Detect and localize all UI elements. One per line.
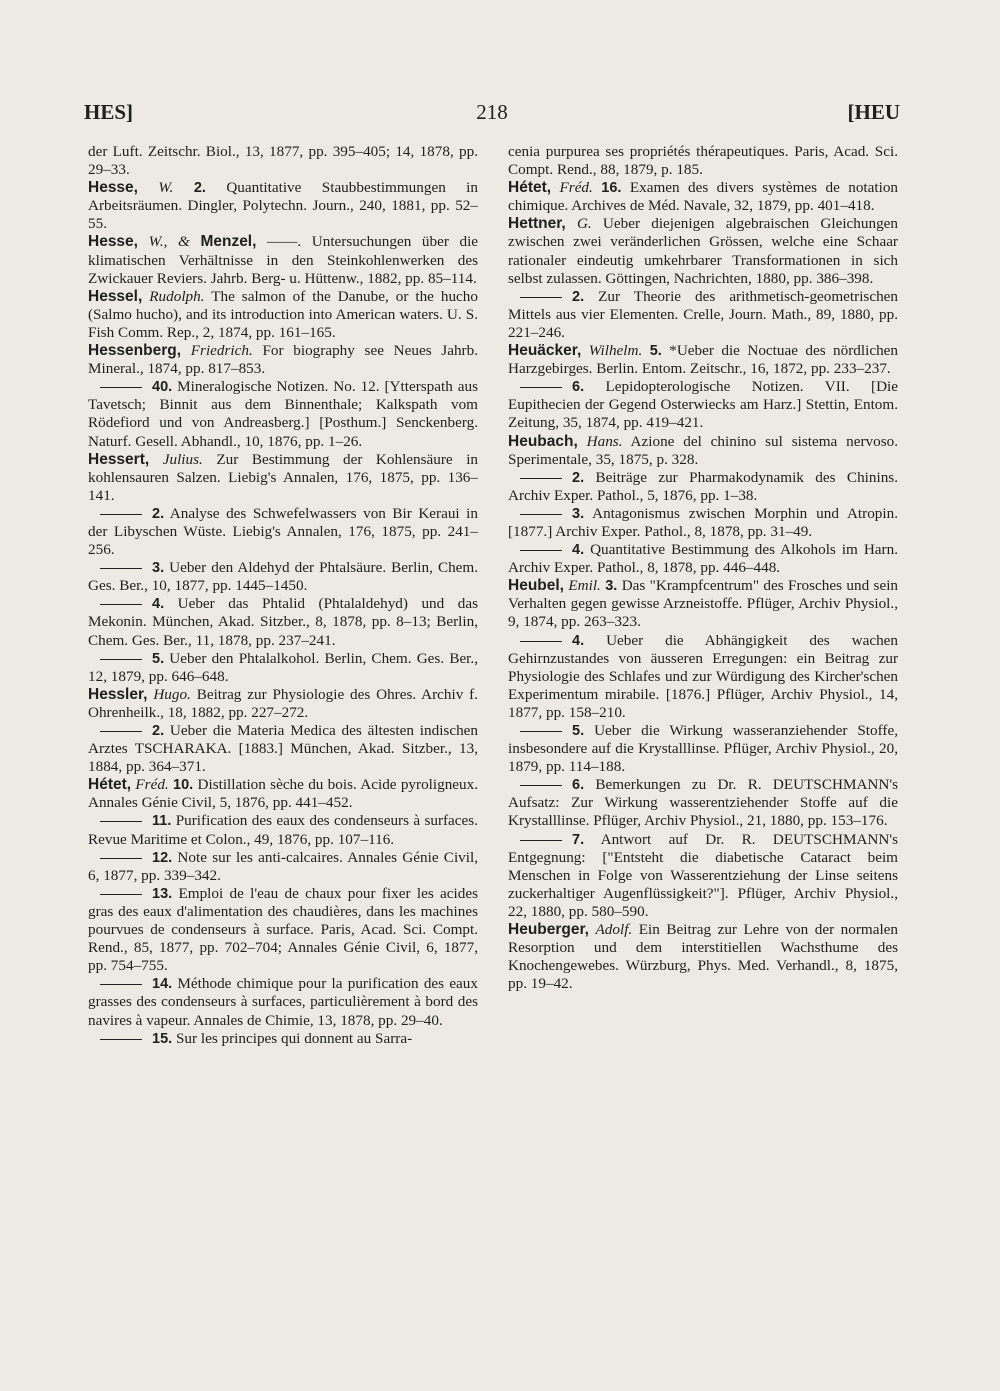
author-forename: Fréd. xyxy=(559,179,593,197)
entry-number: 5. xyxy=(572,723,585,739)
bibliography-entry xyxy=(508,722,898,776)
entry-text: Examen des divers systèmes de notation chimique. Archives de Méd. Navale, 32, 1879, pp. 401–418. xyxy=(508,179,899,215)
bibliography-entry xyxy=(88,143,478,179)
bibliography-entry xyxy=(88,650,478,686)
entry-text: Das "Krampfcentrum" des Frosches und sein Verhalten gegen gewisse Arzneistoffe. Pflüger, Archiv Physiol., 9, 1874, pp. 263–323. xyxy=(508,577,899,631)
entry-number: 40. xyxy=(152,379,173,396)
entry-text: ——. Untersuchungen über die klimatischen Verhältnisse in den Steinkohlenwerken des Zwickauer Reviers. Jahrb. Berg- u. Hüttenw., 1882, pp. 85–114. xyxy=(88,233,479,287)
entry-text: Antagonismus zwischen Morphin und Atropin. [1877.] Archiv Exper. Pathol., 8, 1878, pp. 31–49. xyxy=(508,504,898,540)
bibliography-entry xyxy=(508,505,898,541)
author-forename: W., & xyxy=(148,233,190,251)
entry-text: Sur les principes qui donnent au Sarra- xyxy=(175,1029,413,1047)
entry-text: Distillation sèche du bois. Acide pyroligneux. Annales Génie Civil, 5, 1876, pp. 441–452. xyxy=(88,776,479,812)
repeat-author-dash xyxy=(100,1039,142,1040)
repeat-author-dash xyxy=(520,641,562,642)
bibliography-entry xyxy=(88,975,478,1029)
entry-number: 6. xyxy=(572,379,585,396)
author-surname: Heubel, xyxy=(508,577,564,595)
bibliography-entry xyxy=(508,342,898,378)
entry-text: *Ueber die Noctuae des nördlichen Harzgebirges. Berlin. Entom. Zeitschr., 16, 1872, pp. 233–237. xyxy=(508,342,899,378)
entry-text: Méthode chimique pour la purification des eaux grasses des condenseurs à surfaces, particulièrement à bord des navires à vapeur. Annales de Chimie, 13, 1878, pp. 29–40. xyxy=(88,975,478,1029)
bibliography-entry xyxy=(88,288,478,342)
bibliography-entry xyxy=(88,885,478,975)
entry-text: Antwort auf Dr. R. DEUTSCHMANN's Entgegnung: ["Entsteht die diabetische Cataract beim Menschen in Folge von Wasserentziehung der Linse seitens zuckerhaltiger Augenflüssigkeit?"]. Pflüger, Archiv Physiol., 22, 1880, pp. 580–590. xyxy=(508,830,898,920)
bibliography-entry xyxy=(508,433,898,469)
repeat-author-dash xyxy=(520,478,562,479)
bibliography-entry xyxy=(508,577,898,631)
author-forename: W. xyxy=(158,179,174,197)
bibliography-entry xyxy=(508,288,898,342)
entry-text: der Luft. Zeitschr. Biol., 13, 1877, pp. 395–405; 14, 1878, pp. 29–33. xyxy=(88,143,478,179)
bibliography-entry xyxy=(508,215,898,287)
repeat-author-dash xyxy=(520,550,562,551)
entry-number: 4. xyxy=(152,596,165,613)
entry-text: Zur Theorie des arithmetisch-geometrischen Mittels aus vier Elementen. Crelle, Journ. Math., 89, 1880, pp. 221–246. xyxy=(508,287,899,341)
repeat-author-dash xyxy=(100,821,142,822)
author-surname: Heubach, xyxy=(508,432,578,450)
entry-number: 15. xyxy=(152,1030,173,1047)
bibliography-entry xyxy=(88,686,478,722)
entry-text: Beiträge zur Pharmakodynamik des Chinins. Archiv Exper. Pathol., 5, 1876, pp. 1–38. xyxy=(508,468,898,504)
author-surname: Hétet, xyxy=(88,776,132,794)
entry-number: 10. xyxy=(173,777,194,794)
entry-text: Ueber den Phtalalkohol. Berlin, Chem. Ges. Ber., 12, 1879, pp. 646–648. xyxy=(88,649,478,685)
entry-text: Ueber die Abhängigkeit des wachen Gehirnzustandes von äusseren Erregungen: ein Beitrag zur Physiologie des Schlafes und zur Würdigung des Kircher'schen Experimentum mirabile. [1876.] Pflüger, Archiv Physiol., 14, 1877, pp. 158–210. xyxy=(508,631,898,721)
author-surname: Hettner, xyxy=(508,215,566,233)
author-surname: Hesse, xyxy=(88,233,138,251)
bibliography-entry xyxy=(508,179,898,215)
entry-text: Bemerkungen zu Dr. R. DEUTSCHMANN's Aufsatz: Zur Wirkung wasserentziehender Stoffe auf die Krystalllinse. Pflüger, Archiv Physiol., 21, 1880, pp. 153–176. xyxy=(508,776,899,830)
entry-number: 2. xyxy=(152,505,165,522)
bibliography-entry xyxy=(88,233,478,287)
entry-text: Lepidopterologische Notizen. VII. [Die Eupithecien der Gegend Osterwiecks am Harz.] Stettin, Entom. Zeitung, 35, 1874, pp. 419–421. xyxy=(508,378,898,432)
bibliography-entry xyxy=(88,1030,478,1048)
bibliography-entry xyxy=(508,776,898,830)
bibliography-entry xyxy=(88,595,478,649)
repeat-author-dash xyxy=(100,858,142,859)
author-forename: Julius. xyxy=(162,450,203,468)
author-forename: Hans. xyxy=(586,432,623,450)
entry-number: 7. xyxy=(572,831,585,848)
repeat-author-dash xyxy=(100,568,142,569)
right-column xyxy=(508,143,898,993)
bibliography-entry xyxy=(88,812,478,848)
coauthor-surname: Menzel, xyxy=(200,233,257,251)
entry-number: 14. xyxy=(152,976,173,993)
entry-text: Ueber das Phtalid (Phtalaldehyd) und das Mekonin. München, Akad. Sitzber., 8, 1878, pp. 8–13; Berlin, Chem. Ges. Ber., 11, 1878, pp. 237–241. xyxy=(88,595,478,649)
running-header xyxy=(84,100,900,130)
author-forename: Hugo. xyxy=(153,685,191,703)
entry-number: 16. xyxy=(601,180,622,197)
repeat-author-dash xyxy=(520,387,562,388)
repeat-author-dash xyxy=(100,731,142,732)
author-forename: Friedrich. xyxy=(190,342,253,360)
entry-text: Azione del chinino sul sistema nervoso. Sperimentale, 35, 1875, p. 328. xyxy=(508,432,898,468)
author-surname: Hessler, xyxy=(88,685,148,703)
author-surname: Hesse, xyxy=(88,179,138,197)
author-surname: Hessert, xyxy=(88,450,150,468)
repeat-author-dash xyxy=(520,514,562,515)
author-forename: Fréd. xyxy=(135,776,169,794)
entry-text: Zur Bestimmung der Kohlensäure in kohlensauren Salzen. Liebig's Annalen, 176, 1875, pp. 136–141. xyxy=(88,450,479,504)
repeat-author-dash xyxy=(100,604,142,605)
author-surname: Heuäcker, xyxy=(508,342,582,360)
entry-number: 2. xyxy=(193,180,206,197)
entry-text: Purification des eaux des condenseurs à surfaces. Revue Maritime et Colon., 49, 1876, pp. 107–116. xyxy=(88,812,478,848)
entry-text: Ueber die Materia Medica des ältesten indischen Arztes TSCHARAKA. [1883.] München, Akad. Sitzber., 13, 1884, pp. 364–371. xyxy=(88,722,478,776)
repeat-author-dash xyxy=(520,785,562,786)
page-number: 218 xyxy=(476,100,508,124)
entry-number: 12. xyxy=(152,849,173,866)
entry-text: The salmon of the Danube, or the hucho (Salmo hucho), and its introduction into American waters. U. S. Fish Comm. Rep., 2, 1874, pp. 161–165. xyxy=(88,287,478,341)
repeat-author-dash xyxy=(100,894,142,895)
entry-text: Ueber diejenigen algebraischen Gleichungen zwischen zwei veränderlichen Grössen, welche eine Schaar rationaler eindeutig umkehrbarer Transformationen in sich selbst zulassen. Göttingen, Nachrichten, 1880, pp. 386–398. xyxy=(508,215,899,287)
author-forename: Rudolph. xyxy=(149,287,205,305)
author-forename: G. xyxy=(576,215,592,233)
entry-text: Quantitative Bestimmung des Alkohols im Harn. Archiv Exper. Pathol., 8, 1878, pp. 446–448. xyxy=(508,541,898,577)
entry-text: Emploi de l'eau de chaux pour fixer les acides gras des eaux d'alimentation des chaudières, dans les machines pourvues de condenseurs à surface. Paris, Acad. Sci. Compt. Rend., 85, 1877, pp. 702–704; Annales Génie Civil, 6, 1877, pp. 754–755. xyxy=(88,884,478,975)
repeat-author-dash xyxy=(520,840,562,841)
entry-number: 3. xyxy=(152,560,165,577)
entry-text: Ueber den Aldehyd der Phtalsäure. Berlin, Chem. Ges. Ber., 10, 1877, pp. 1445–1450. xyxy=(88,559,479,595)
entry-text: Ein Beitrag zur Lehre von der normalen Resorption und dem interstitiellen Wachsthume des Knochengewebes. Würzburg, Phys. Med. Verhandl., 8, 1875, pp. 19–42. xyxy=(508,921,899,993)
entry-number: 6. xyxy=(572,777,585,794)
repeat-author-dash xyxy=(100,659,142,660)
repeat-author-dash xyxy=(520,731,562,732)
entry-number: 4. xyxy=(572,542,585,559)
header-right: [HEU xyxy=(847,100,900,124)
bibliography-entry xyxy=(508,541,898,577)
author-surname: Heuberger, xyxy=(508,921,589,939)
entry-text: Ueber die Wirkung wasseranziehender Stoffe, insbesondere auf die Krystalllinse. Pflüger, Archiv Physiol., 20, 1879, pp. 114–188. xyxy=(508,722,898,776)
entry-number: 5. xyxy=(152,650,165,667)
bibliography-entry xyxy=(88,179,478,233)
entry-number: 5. xyxy=(649,343,662,360)
author-forename: Wilhelm. xyxy=(588,342,643,360)
bibliography-entry xyxy=(88,451,478,505)
bibliography-entry xyxy=(508,632,898,722)
entry-text: Mineralogische Notizen. No. 12. [Ytterspath aus Tavetsch; Binnit aus dem Binnenthale; Kalkspath vom Rödefiord und von Andreasberg.] [Posthum.] Senckenberg. Naturf. Gesell. Abhandl., 10, 1876, pp. 1–26. xyxy=(88,378,478,450)
repeat-author-dash xyxy=(100,387,142,388)
entry-number: 2. xyxy=(572,469,585,486)
entry-text: Beitrag zur Physiologie des Ohres. Archiv f. Ohrenheilk., 18, 1882, pp. 227–272. xyxy=(88,685,479,721)
entry-text: Quantitative Staubbestimmungen in Arbeitsräumen. Dingler, Polytechn. Journ., 240, 1881, pp. 52–55. xyxy=(88,179,478,233)
entry-number: 13. xyxy=(152,885,173,902)
entry-text: cenia purpurea ses propriétés thérapeutiques. Paris, Acad. Sci. Compt. Rend., 88, 1879, p. 185. xyxy=(508,143,898,179)
bibliography-entry xyxy=(88,776,478,812)
bibliography-entry xyxy=(88,505,478,559)
entry-number: 11. xyxy=(152,813,172,830)
bibliography-entry xyxy=(508,831,898,921)
repeat-author-dash xyxy=(100,984,142,985)
entry-number: 3. xyxy=(572,505,585,522)
bibliography-entry xyxy=(508,921,898,993)
bibliography-entry xyxy=(88,378,478,450)
bibliography-entry xyxy=(88,849,478,885)
bibliography-entry xyxy=(508,469,898,505)
author-forename: Adolf. xyxy=(595,921,633,939)
entry-number: 4. xyxy=(572,632,585,649)
header-left: HES] xyxy=(84,100,134,124)
bibliography-entry xyxy=(88,342,478,378)
author-surname: Hessenberg, xyxy=(88,342,182,360)
bibliography-entry xyxy=(508,378,898,432)
bibliography-entry xyxy=(508,143,898,179)
entry-text: Analyse des Schwefelwassers von Bir Keraui in der Libyschen Wüste. Liebig's Annalen, 176, 1875, pp. 241–256. xyxy=(88,504,478,559)
entry-text: For biography see Neues Jahrb. Mineral., 1874, pp. 817–853. xyxy=(88,342,478,378)
repeat-author-dash xyxy=(100,514,142,515)
author-surname: Hétet, xyxy=(508,179,552,197)
entry-number: 3. xyxy=(605,578,618,595)
bibliography-entry xyxy=(88,559,478,595)
entry-text: Note sur les anti-calcaires. Annales Génie Civil, 6, 1877, pp. 339–342. xyxy=(88,848,478,884)
entry-number: 2. xyxy=(572,288,585,305)
author-forename: Emil. xyxy=(568,577,601,595)
repeat-author-dash xyxy=(520,297,562,298)
left-column xyxy=(88,143,478,1048)
author-surname: Hessel, xyxy=(88,287,143,305)
bibliography-entry xyxy=(88,722,478,776)
entry-number: 2. xyxy=(152,723,165,739)
